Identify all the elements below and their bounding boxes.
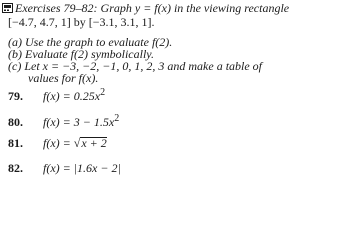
exercise-82	[8, 162, 338, 175]
exercise-81	[8, 137, 338, 150]
exercise-80	[8, 112, 338, 129]
sqrt-icon: √	[73, 136, 81, 150]
exercise-header	[2, 2, 342, 15]
part-b: (b) Evaluate f(2) symbolically.	[8, 47, 154, 61]
exercise-number: 80.	[8, 115, 23, 129]
exercise-79	[8, 86, 338, 103]
exercise-function: $f(x) = 0.25x^2$	[43, 87, 106, 103]
exercise-number: 82.	[8, 161, 23, 175]
exercise-function: f(x) = |1.6x − 2|	[43, 161, 121, 175]
part-c: (c) Let x = −3, −2, −1, 0, 1, 2, 3 and make a table of	[8, 59, 263, 73]
exercise-function: $f(x) = 3 - 1.5x^2$	[43, 113, 120, 129]
graphing-calculator-icon	[2, 3, 13, 13]
exponent: 2	[114, 113, 120, 124]
viewing-window: [−4.7, 4.7, 1] by [−3.1, 3.1, 1].	[8, 15, 155, 29]
exercise-instruction: Exercises 79–82: Graph y = f(x) in the viewing rectangle	[15, 1, 290, 15]
exercise-function: f(x) = √x + 2	[43, 136, 107, 150]
exercise-number: 81.	[8, 136, 23, 150]
radicand: x + 2	[81, 136, 107, 150]
part-c-continued: values for f(x).	[28, 71, 99, 85]
exercise-parts	[8, 36, 338, 84]
exercise-number: 79.	[8, 89, 23, 103]
part-a: (a) Use the graph to evaluate f(2).	[8, 35, 173, 49]
exponent: 2	[100, 87, 106, 98]
